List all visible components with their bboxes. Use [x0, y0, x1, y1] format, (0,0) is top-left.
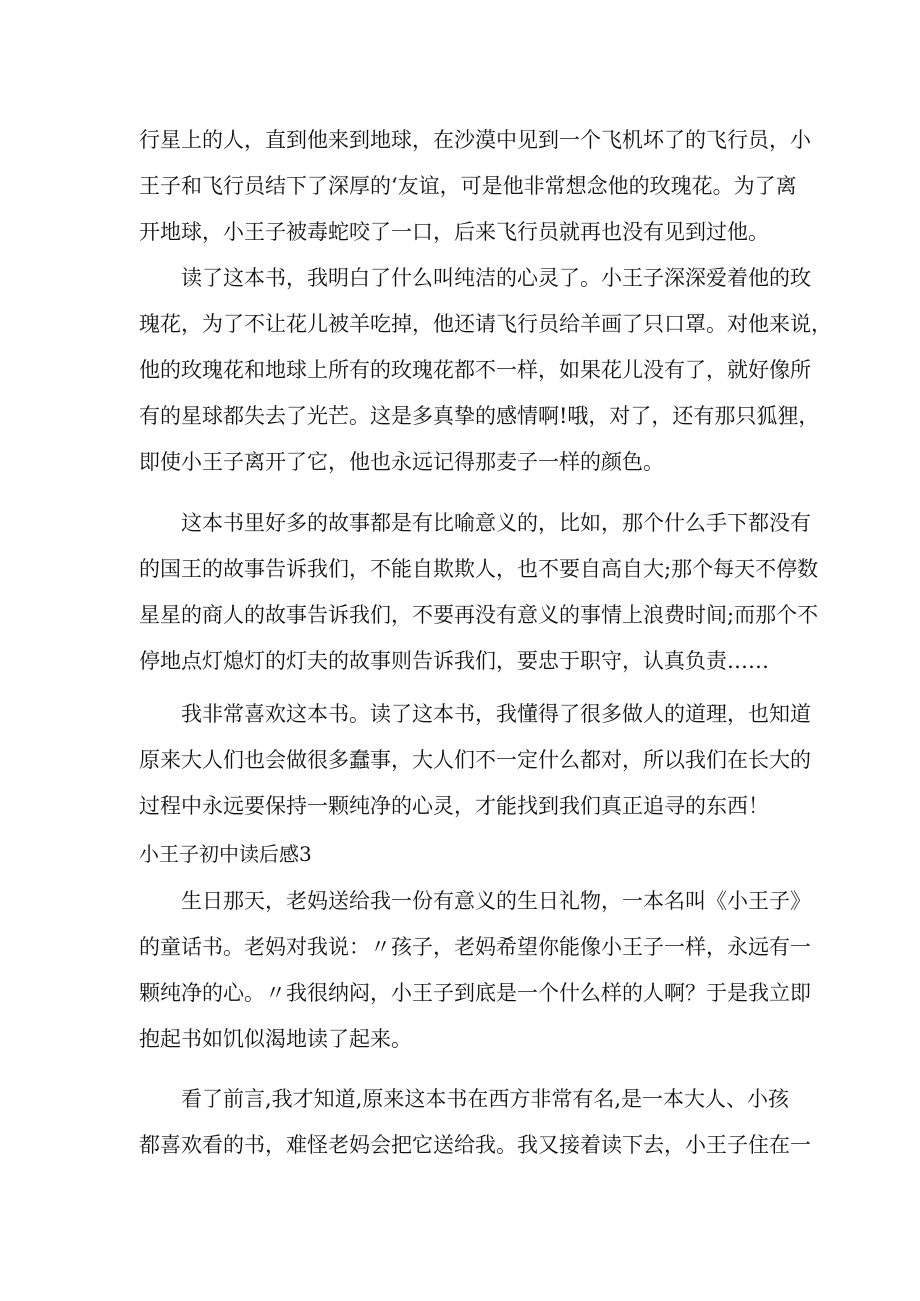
paragraph-line: 行星上的人，直到他来到地球，在沙漠中见到一个飞机坏了的飞行员，小 [139, 128, 811, 152]
section-heading: 小王子初中读后感3 [139, 842, 312, 866]
paragraph-line: 抱起书如饥似渴地读了起来。 [139, 1027, 412, 1051]
paragraph-line: 过程中永远要保持一颗纯净的心灵，才能找到我们真正追寻的东西！ [139, 794, 769, 818]
paragraph-line: 星星的商人的故事告诉我们，不要再没有意义的事情上浪费时间;而那个不 [139, 603, 819, 627]
paragraph-line: 原来大人们也会做很多蠢事，大人们不一定什么都对，所以我们在长大的 [139, 748, 811, 772]
paragraph-line: 我非常喜欢这本书。读了这本书，我懂得了很多做人的道理，也知道 [181, 702, 811, 726]
paragraph-line: 有的星球都失去了光芒。这是多真挚的感情啊!哦，对了，还有那只狐狸， [139, 404, 820, 428]
paragraph-line: 这本书里好多的故事都是有比喻意义的，比如，那个什么手下都没有 [181, 511, 811, 535]
paragraph-line: 开地球，小王子被毒蛇咬了一口，后来飞行员就再也没有见到过他。 [139, 220, 769, 244]
paragraph-line: 读了这本书，我明白了什么叫纯洁的心灵了。小王子深深爱着他的玫 [181, 266, 811, 290]
paragraph-line: 瑰花，为了不让花儿被羊吃掉，他还请飞行员给羊画了只口罩。对他来说， [139, 312, 832, 336]
paragraph-line: 的童话书。老妈对我说：〃孩子，老妈希望你能像小王子一样，永远有一 [139, 935, 811, 959]
paragraph-line: 看了前言,我才知道,原来这本书在西方非常有名,是一本大人、小孩 [181, 1087, 790, 1111]
paragraph-line: 的国王的故事告诉我们，不能自欺欺人，也不要自高自大;那个每天不停数 [139, 557, 819, 581]
paragraph-line: 他的玫瑰花和地球上所有的玫瑰花都不一样，如果花儿没有了，就好像所 [139, 358, 811, 382]
paragraph-line: 停地点灯熄灯的灯夫的故事则告诉我们，要忠于职守，认真负责…… [139, 649, 769, 673]
paragraph-line: 生日那天，老妈送给我一份有意义的生日礼物，一本名叫《小王子》 [181, 889, 811, 913]
paragraph-line: 颗纯净的心。〃我很纳闷，小王子到底是一个什么样的人啊？于是我立即 [139, 981, 811, 1005]
paragraph-line: 即使小王子离开了它，他也永远记得那麦子一样的颜色。 [139, 450, 664, 474]
paragraph-line: 都喜欢看的书，难怪老妈会把它送给我。我又接着读下去，小王子住在一 [139, 1133, 811, 1157]
paragraph-line: 王子和飞行员结下了深厚的‘友谊，可是他非常想念他的玫瑰花。为了离 [139, 174, 797, 198]
